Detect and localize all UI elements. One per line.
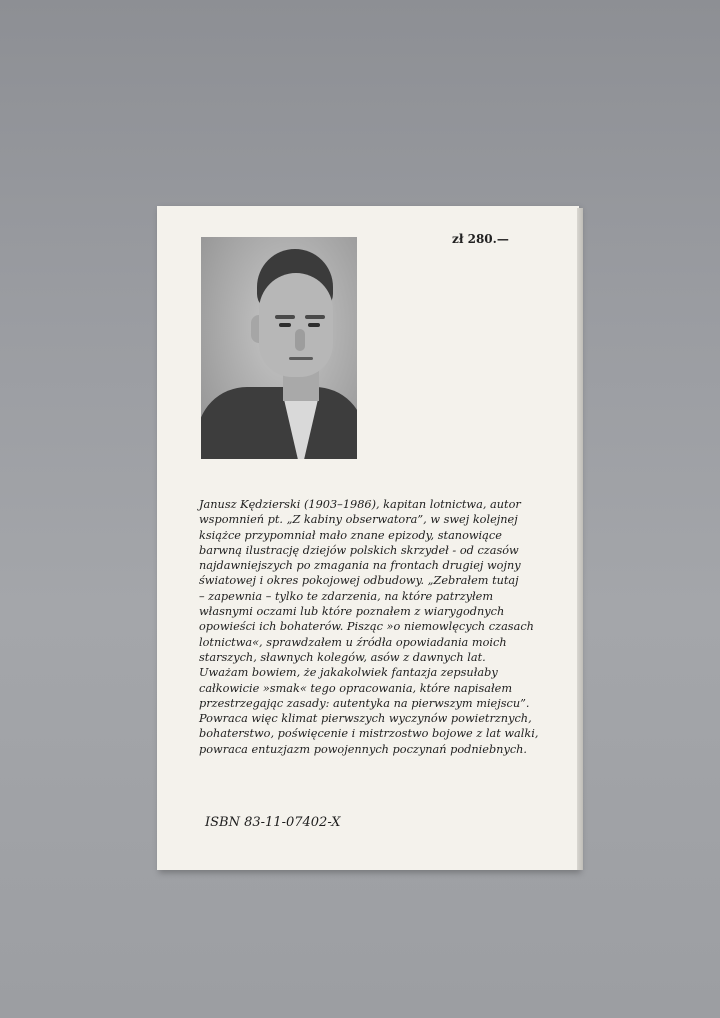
portrait-mouth: [289, 357, 313, 360]
portrait-face: [259, 273, 333, 377]
blurb-line: książce przypomniał mało znane epizody, stanowiące: [199, 528, 502, 542]
isbn-label: ISBN 83-11-07402-X: [205, 815, 341, 830]
portrait-eye-left: [279, 323, 291, 327]
price-label: zł 280.—: [452, 232, 509, 246]
author-portrait-photo: [201, 237, 357, 459]
blurb-line: Janusz Kędzierski (1903–1986), kapitan lotnictwa, autor: [199, 498, 521, 511]
blurb-line: lotnictwa«, sprawdzałem u źródła opowiadania moich: [199, 635, 507, 649]
blurb-line: całkowicie »smak« tego opracowania, które napisałem: [199, 681, 513, 695]
blurb-line: – zapewnia – tylko te zdarzenia, na które patrzyłem: [199, 589, 494, 603]
blurb-line: najdawniejszych po zmagania na frontach drugiej wojny: [199, 559, 521, 573]
blurb-line: własnymi oczami lub które poznałem z wiarygodnych: [199, 605, 505, 619]
blurb-line: powraca entuzjazm powojennych poczynań podniebnych.: [199, 742, 528, 756]
blurb-line: starszych, sławnych kolegów, asów z dawnych lat.: [199, 650, 486, 664]
portrait-nose: [295, 329, 305, 351]
blurb-line: Powraca więc klimat pierwszych wyczynów powietrznych,: [199, 712, 532, 726]
blurb-line: opowieści ich bohaterów. Pisząc »o niemowlęcych czasach: [199, 620, 534, 634]
blurb-line: bohaterstwo, poświęcenie i mistrzostwo bojowe z lat walki,: [199, 727, 539, 741]
blurb-text: [199, 497, 579, 757]
portrait-brow-left: [275, 315, 295, 319]
blurb-line: wspomnień pt. „Z kabiny obserwatora”, w swej kolejnej: [199, 513, 518, 527]
blurb-line: Uważam bowiem, że jakakolwiek fantazja zepsułaby: [199, 666, 498, 680]
portrait-brow-right: [305, 315, 325, 319]
portrait-jacket: [201, 387, 357, 459]
portrait-eye-right: [308, 323, 320, 327]
blurb-line: światowej i okres pokojowej odbudowy. „Zebrałem tutaj: [199, 574, 519, 588]
blurb-line: barwną ilustrację dziejów polskich skrzydeł - od czasów: [199, 543, 519, 557]
blurb-line: przestrzegając zasady: autentyka na pierwszym miejscu”.: [199, 696, 530, 710]
book-back-cover: [157, 206, 579, 870]
